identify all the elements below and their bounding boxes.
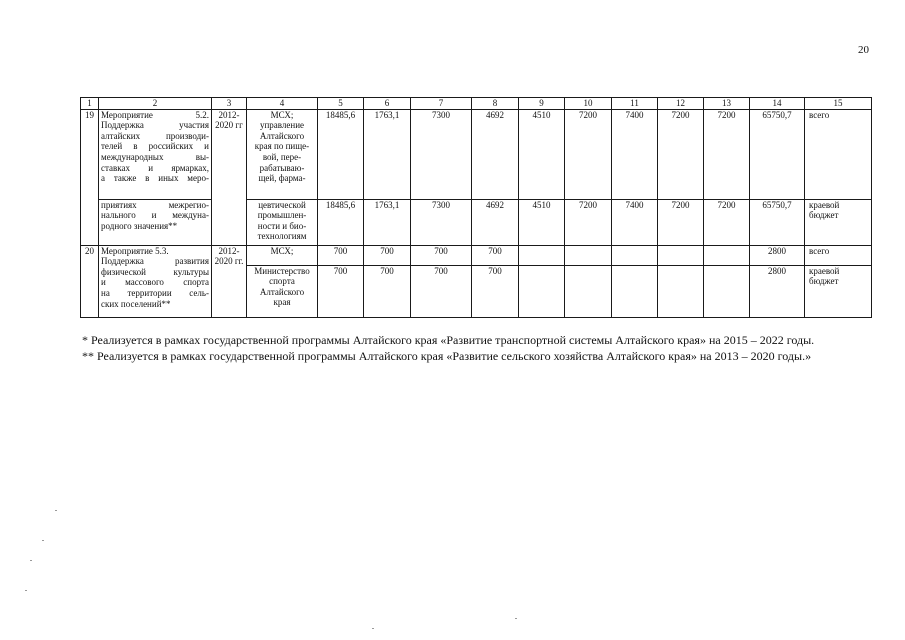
value-cell (658, 265, 704, 317)
value-cell: 7300 (411, 109, 472, 199)
executor-continued: цевтической промышлен- ности и био- технологиям (247, 199, 318, 245)
scan-speck (25, 590, 27, 591)
funding-source: краевой бюджет (805, 199, 872, 245)
scan-speck (515, 618, 517, 619)
value-cell: 2800 (750, 245, 805, 265)
column-header: 4 (247, 98, 318, 110)
value-cell: 7200 (658, 199, 704, 245)
footnote: ** Реализуется в рамках государственной программы Алтайского края «Развитие сельского хозяйства Алтайского края» на 2013 – 2020 годы.» (82, 349, 812, 363)
value-cell: 4510 (519, 109, 565, 199)
value-cell: 700 (411, 265, 472, 317)
value-cell: 700 (318, 265, 364, 317)
column-header: 14 (750, 98, 805, 110)
value-cell: 7300 (411, 199, 472, 245)
column-header: 7 (411, 98, 472, 110)
value-cell: 7200 (704, 199, 750, 245)
column-header: 3 (212, 98, 247, 110)
value-cell: 1763,1 (364, 109, 411, 199)
value-cell: 2800 (750, 265, 805, 317)
table-row (81, 199, 872, 245)
scan-speck (55, 510, 57, 511)
value-cell (658, 245, 704, 265)
value-cell (704, 265, 750, 317)
column-header: 10 (565, 98, 612, 110)
funding-source: краевой бюджет (805, 265, 872, 317)
value-cell: 700 (472, 265, 519, 317)
header-row (81, 98, 872, 110)
value-cell: 4692 (472, 109, 519, 199)
value-cell: 65750,7 (750, 109, 805, 199)
scan-speck (30, 560, 32, 561)
executor: МСХ; управление Алтайского края по пище- вой, пере- рабатываю- щей, фарма- (247, 109, 318, 199)
value-cell: 700 (364, 265, 411, 317)
value-cell (704, 245, 750, 265)
row-number: 20 (81, 245, 99, 317)
value-cell (565, 265, 612, 317)
column-header: 13 (704, 98, 750, 110)
value-cell: 700 (318, 245, 364, 265)
column-header: 6 (364, 98, 411, 110)
funding-source: всего (805, 245, 872, 265)
value-cell: 700 (411, 245, 472, 265)
column-header: 12 (658, 98, 704, 110)
value-cell (565, 245, 612, 265)
column-header: 8 (472, 98, 519, 110)
value-cell: 7400 (612, 199, 658, 245)
row-number: 19 (81, 109, 99, 245)
value-cell: 700 (472, 245, 519, 265)
column-header: 11 (612, 98, 658, 110)
value-cell: 7200 (704, 109, 750, 199)
executor: МСХ; (247, 245, 318, 265)
scan-speck (42, 540, 44, 541)
value-cell: 7200 (565, 109, 612, 199)
column-header: 2 (99, 98, 212, 110)
value-cell (519, 245, 565, 265)
value-cell: 4692 (472, 199, 519, 245)
period: 2012- 2020 гг. (212, 245, 247, 317)
column-header: 1 (81, 98, 99, 110)
footnote: * Реализуется в рамках государственной программы Алтайского края «Развитие транспортной системы Алтайского края» на 2015 – 2022 годы. (82, 333, 815, 347)
value-cell: 18485,6 (318, 199, 364, 245)
value-cell (612, 245, 658, 265)
value-cell: 7400 (612, 109, 658, 199)
value-cell: 7200 (658, 109, 704, 199)
value-cell: 18485,6 (318, 109, 364, 199)
period: 2012- 2020 гг (212, 109, 247, 245)
value-cell: 4510 (519, 199, 565, 245)
value-cell: 1763,1 (364, 199, 411, 245)
scan-speck (372, 628, 374, 629)
table-row (81, 109, 872, 199)
footnotes (82, 332, 814, 364)
event-name: Мероприятие 5.2. Поддержка участия алтайских производи- телей в российских и международных вы- ставках и ярмарках, а также в иных меро- (99, 109, 212, 199)
value-cell: 65750,7 (750, 199, 805, 245)
program-table (80, 97, 872, 318)
column-header: 5 (318, 98, 364, 110)
page-number: 20 (858, 44, 869, 56)
event-name-continued: приятиях межрегио- нального и междуна- родного значения** (99, 199, 212, 245)
table-row (81, 245, 872, 265)
value-cell: 700 (364, 245, 411, 265)
value-cell (612, 265, 658, 317)
executor-continued: Министерство спорта Алтайского края (247, 265, 318, 317)
column-header: 15 (805, 98, 872, 110)
value-cell (519, 265, 565, 317)
column-header: 9 (519, 98, 565, 110)
value-cell: 7200 (565, 199, 612, 245)
funding-source: всего (805, 109, 872, 199)
event-name: Мероприятие 5.3. Поддержка развития физической культуры и массового спорта на территории сель- ских поселений** (99, 245, 212, 317)
